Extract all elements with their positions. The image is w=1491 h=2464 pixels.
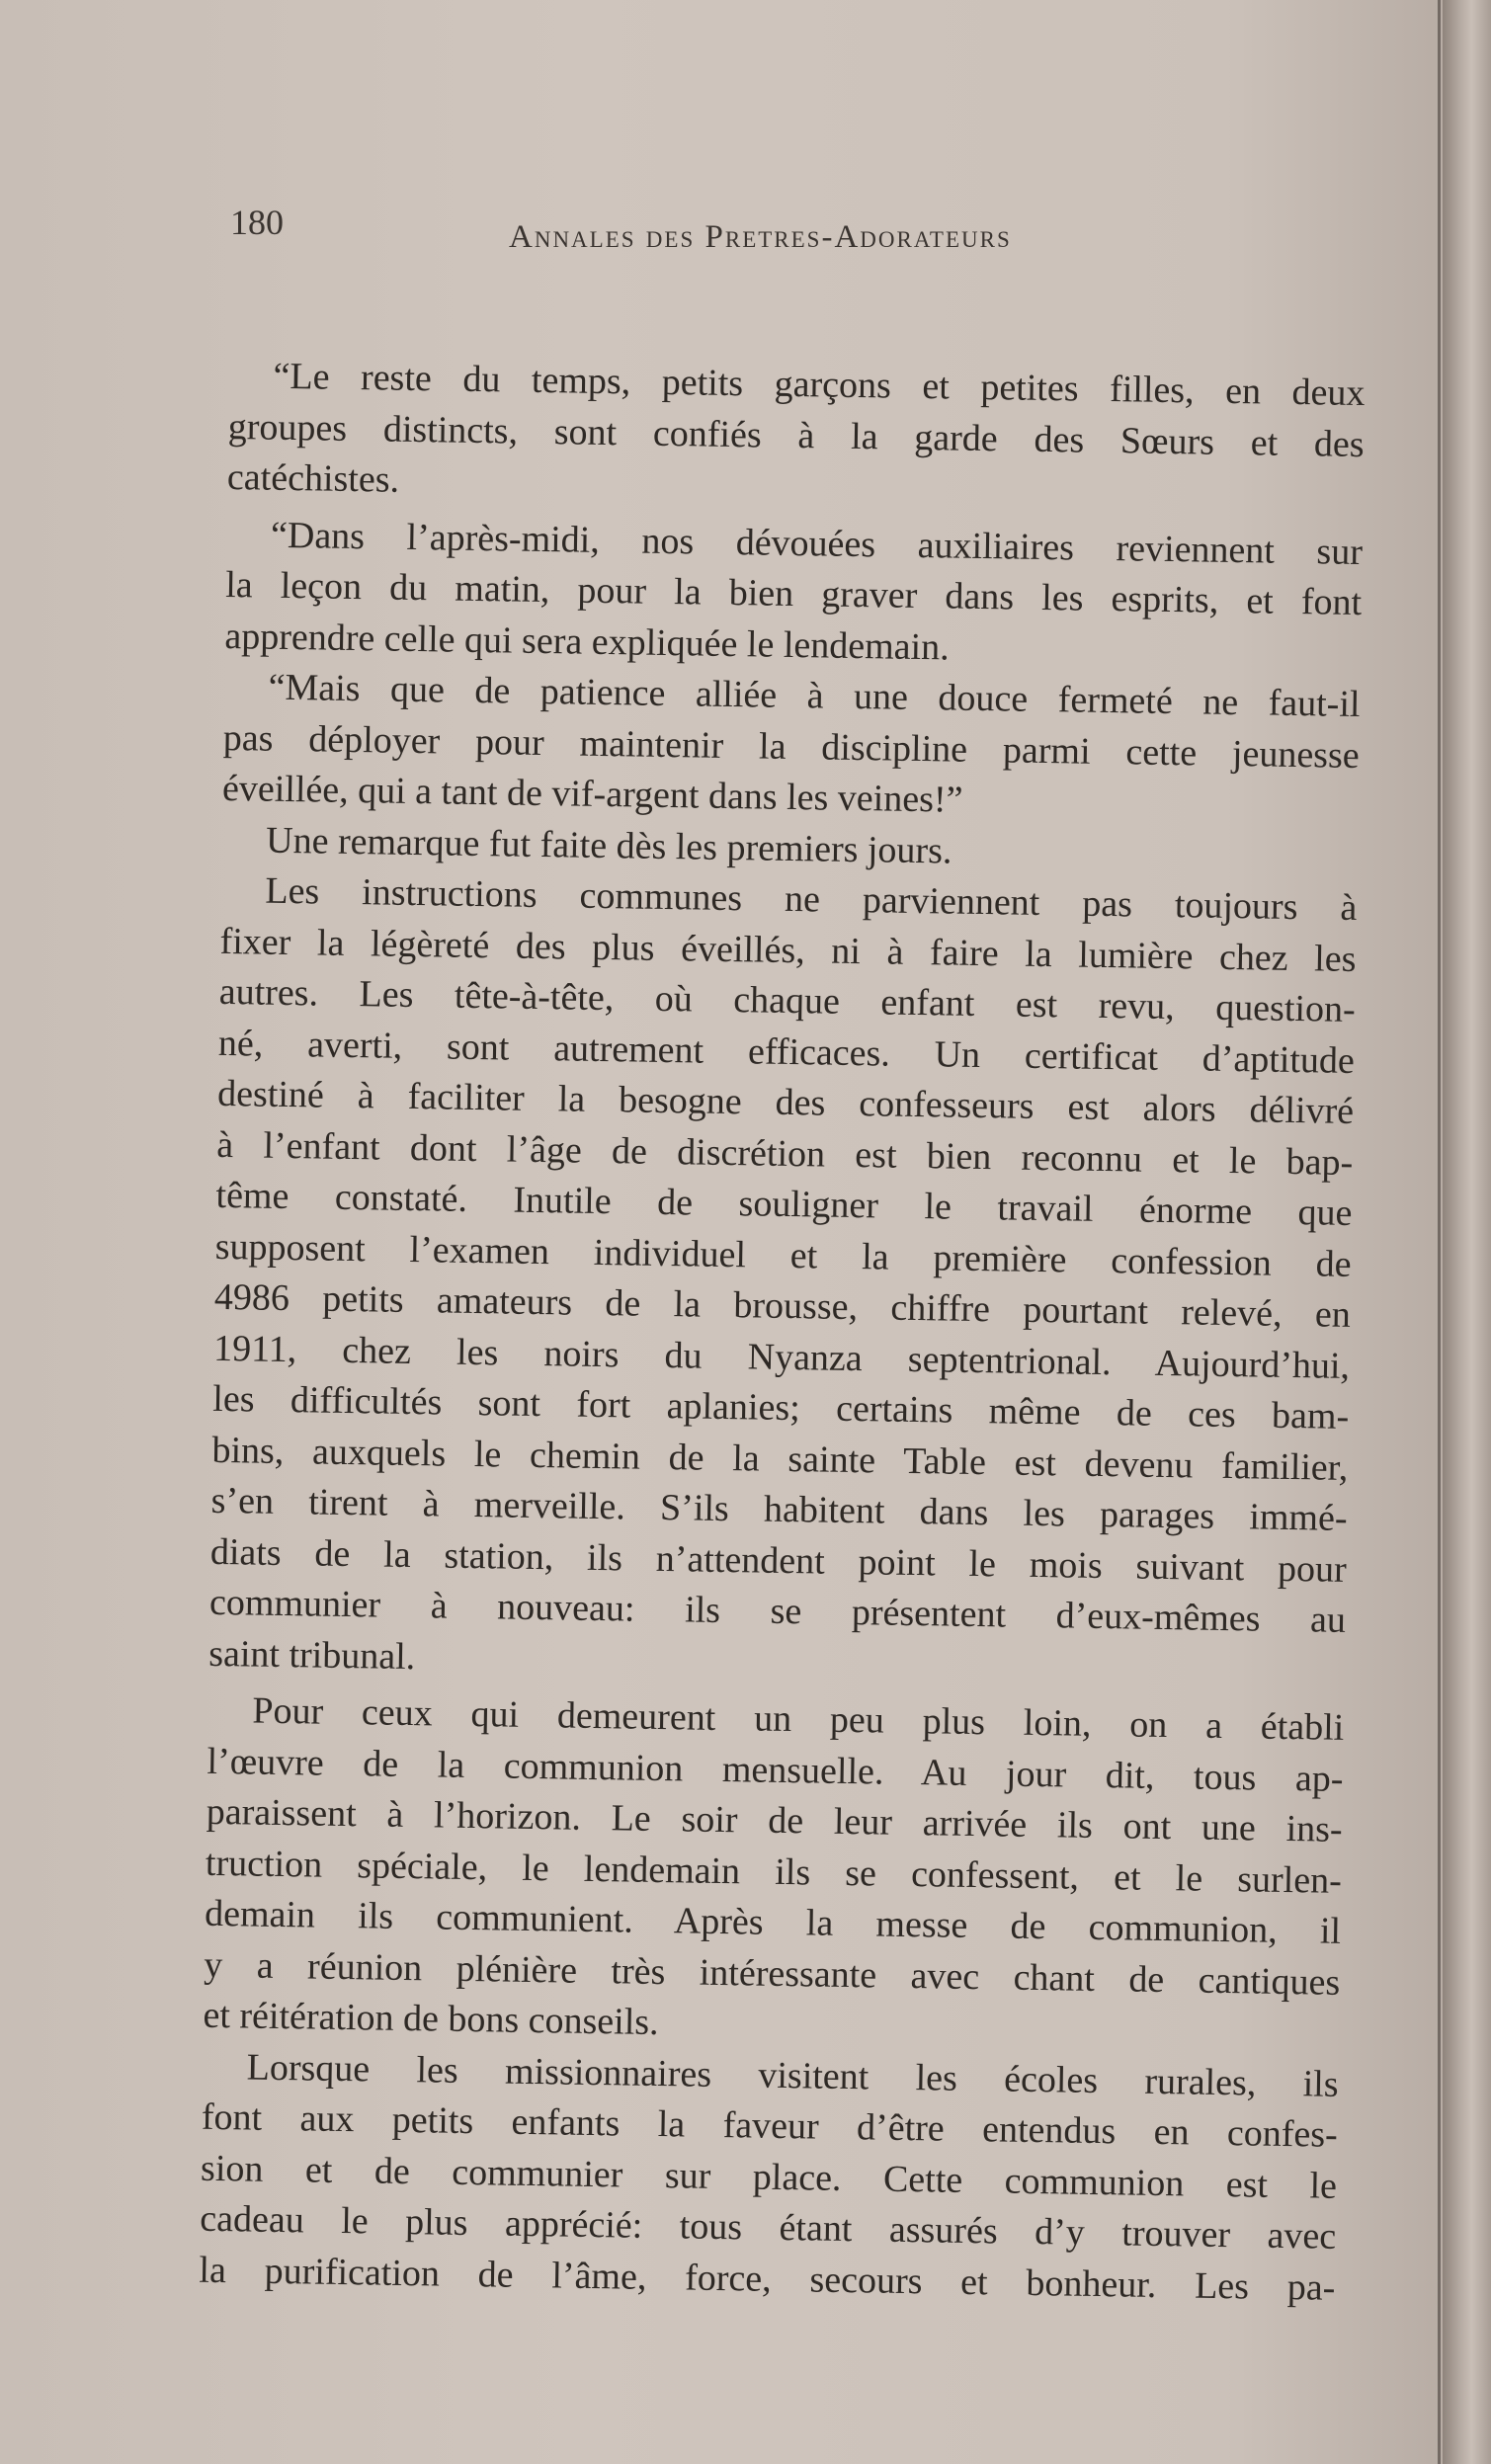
text-line: né, averti, sont autrement efficaces. Un certificat d’aptitude [217,1022,1356,1082]
text-line: pas déployer pour maintenir la discipline parmi cette jeunesse [222,716,1361,777]
text-line: cadeau le plus apprécié: tous étant assurés d’y trouver avec [199,2197,1337,2258]
text-line: Les instructions communes ne parviennent pas toujours à [265,869,1358,929]
body-text [199,351,1366,2314]
text-line: diats de la station, ils n’attendent point le mois suivant pour [209,1530,1348,1591]
text-line: fixer la légèreté des plus éveillés, ni à faire la lumière chez les [219,920,1357,980]
text-line: communier à nouveau: ils se présentent d’eux-mêmes au [208,1581,1347,1641]
text-line: saint tribunal. [207,1632,416,1678]
text-line: tême constaté. Inutile de souligner le travail énorme que [215,1174,1353,1234]
book-spine [1443,0,1491,2464]
text-line: supposent l’examen individuel et la première confession de [214,1225,1352,1285]
text-line: apprendre celle qui sera expliquée le lendemain. [224,615,950,668]
page-number: 180 [230,203,284,242]
text-line: font aux petits enfants la faveur d’être entendus en confes- [201,2095,1339,2156]
text-line: bins, auxquels le chemin de la sainte Table est devenu familier, [211,1429,1349,1489]
text-line: la leçon du matin, pour la bien graver dans les esprits, et font [224,563,1363,624]
text-line: les difficultés sont fort aplanies; certains même de ces bam- [212,1377,1350,1437]
text-line: Pour ceux qui demeurent un peu plus loin, on a établi [252,1689,1345,1749]
text-line: autres. Les tête-à-tête, où chaque enfant est revu, question- [218,970,1356,1030]
text-line: y a réunion plénière très intéressante avec chant de cantiques [204,1943,1341,2004]
text-line: “Mais que de patience alliée à une douce fermeté ne faut-il [268,666,1361,726]
text-line: “Dans l’après-midi, nos dévouées auxiliaires reviennent sur [270,514,1364,573]
text-line: 4986 petits amateurs de la brousse, chiffre pourtant relevé, en [213,1275,1352,1336]
text-line: truction spéciale, le lendemain ils se confessent, et le surlen- [205,1842,1343,1902]
text-line: 1911, chez les noirs du Nyanza septentrional. Aujourd’hui, [212,1327,1351,1387]
text-line: destiné à faciliter la besogne des confesseurs est alors délivré [216,1072,1355,1132]
text-line: éveillée, qui a tant de vif-argent dans les veines!” [221,767,963,821]
text-line: la purification de l’âme, force, secours et bonheur. Les pa- [199,2249,1336,2309]
text-line: paraissent à l’horizon. Le soir de leur arrivée ils ont une ins- [206,1790,1343,1850]
text-line: sion et de communier sur place. Cette communion est le [200,2147,1338,2207]
text-line: à l’enfant dont l’âge de discrétion est bien reconnu et le bap- [216,1123,1354,1184]
text-line: et réitération de bons conseils. [203,1994,659,2044]
running-head: Annales des Pretres-Adorateurs [509,219,1012,255]
text-line: Une remarque fut faite dès les premiers jours. [265,819,953,872]
text-line: catéchistes. [226,455,400,501]
text-line: demain ils communient. Après la messe de communion, il [204,1892,1342,1952]
text-line: “Le reste du temps, petits garçons et petites filles, en deux [273,355,1366,415]
text-line: Lorsque les missionnaires visitent les écoles rurales, ils [246,2045,1339,2105]
page-edge-shadow [1438,0,1441,2464]
text-line: l’œuvre de la communion mensuelle. Au jour dit, tous ap- [207,1740,1344,1800]
text-line: groupes distincts, sont confiés à la garde des Sœurs et des [227,405,1365,465]
text-line: s’en tirent à merveille. S’ils habitent dans les parages immé- [210,1479,1348,1539]
